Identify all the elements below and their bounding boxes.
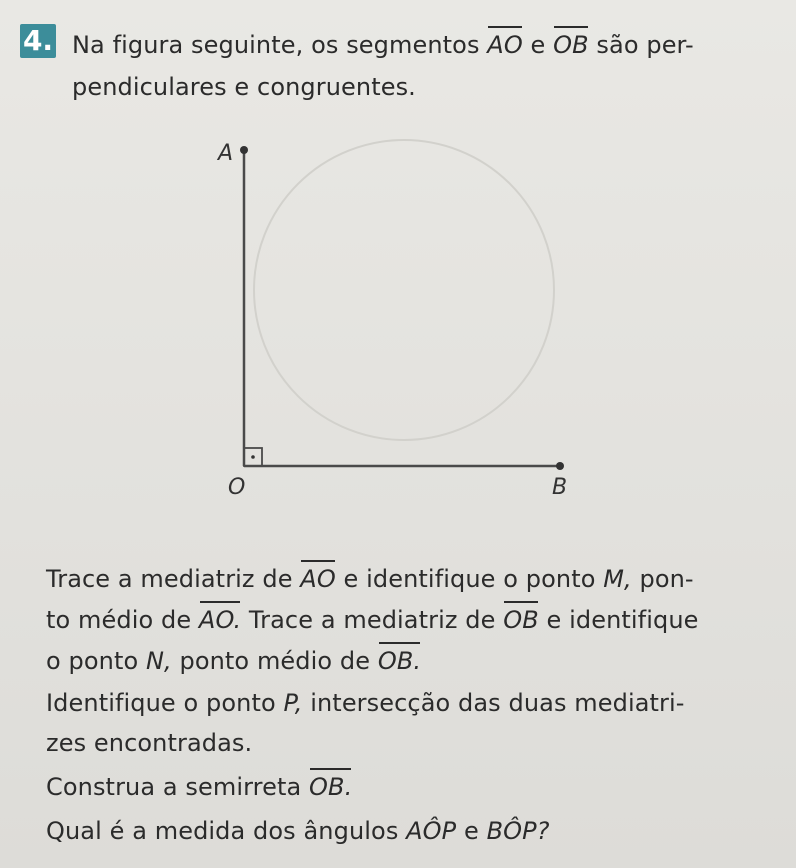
- instr-seg-ao-1: AO: [300, 560, 336, 594]
- instr-point-m: M,: [603, 565, 632, 593]
- angle-aop: AÔP: [406, 817, 457, 845]
- instr-text-2c: e identifique: [538, 606, 699, 634]
- instruction-line-7: [46, 816, 550, 846]
- label-o: O: [228, 475, 246, 500]
- instr-text-7a: Qual é a medida dos ângulos: [46, 817, 407, 845]
- instr-text-6a: Construa a semirreta: [46, 773, 310, 801]
- instr-text-2a: to médio de: [46, 606, 199, 634]
- instr-seg-ob-1: OB: [503, 601, 539, 635]
- instr-text-4b: intersecção das duas mediatri-: [302, 689, 685, 717]
- instruction-line-6: [46, 768, 352, 802]
- segment-ob: OB: [553, 26, 589, 60]
- intro-text-3: são per-: [588, 31, 694, 59]
- instruction-line-1: [46, 560, 694, 594]
- instr-text-3a: o ponto: [46, 647, 146, 675]
- intro-text-1: Na figura seguinte, os segmentos: [72, 31, 488, 59]
- right-angle-dot: [251, 455, 255, 459]
- intro-text-2: e: [522, 31, 554, 59]
- segment-ao: AO: [487, 26, 523, 60]
- instruction-line-4: [46, 688, 685, 718]
- instr-text-4a: Identifique o ponto: [46, 689, 284, 717]
- label-b: B: [552, 475, 568, 500]
- label-a: A: [218, 141, 234, 166]
- instr-point-p: P,: [283, 689, 303, 717]
- angle-bop: BÔP?: [486, 817, 550, 845]
- point-a: [240, 146, 248, 154]
- instr-seg-ao-2: AO.: [199, 601, 241, 635]
- instruction-line-5: zes encontradas.: [46, 729, 253, 757]
- instr-seg-ob-2: OB.: [378, 642, 421, 676]
- instr-text-7b: e: [456, 817, 487, 845]
- instr-point-n: N,: [145, 647, 172, 675]
- show-through-circle: [254, 140, 554, 440]
- instruction-line-3: [46, 642, 421, 676]
- instr-ray-ob: OB.: [309, 768, 352, 802]
- instr-text-2b: Trace a mediatriz de: [241, 606, 504, 634]
- instr-text-3b: ponto médio de: [171, 647, 378, 675]
- intro-line-2: pendiculares e congruentes.: [72, 73, 416, 101]
- point-b: [556, 462, 564, 470]
- instr-text-1c: pon-: [631, 565, 694, 593]
- instr-text-1a: Trace a mediatriz de: [46, 565, 301, 593]
- instruction-line-2: [46, 601, 699, 635]
- problem-number-badge: 4.: [20, 24, 56, 58]
- instr-text-1b: e identifique o ponto: [335, 565, 604, 593]
